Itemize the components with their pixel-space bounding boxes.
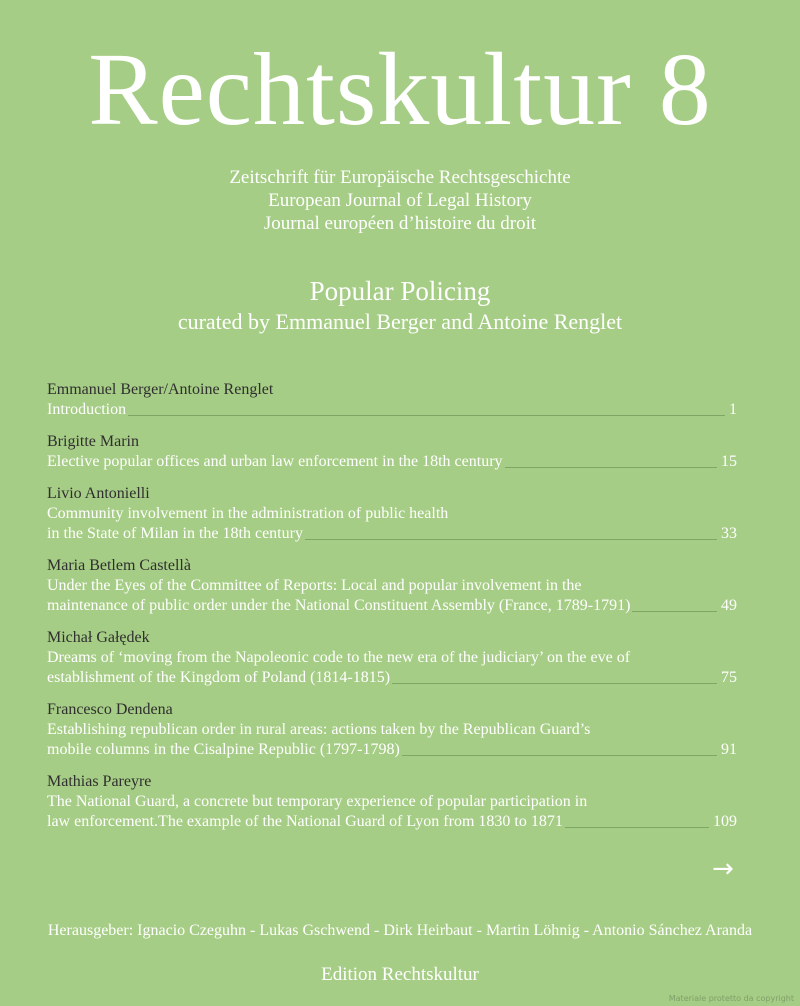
subtitle-english: European Journal of Legal History <box>268 190 532 211</box>
toc-leader-line <box>305 539 717 540</box>
toc-author: Maria Betlem Castellà <box>47 557 191 574</box>
journal-subtitles <box>0 166 800 235</box>
toc-title-line: Elective popular offices and urban law enforcement in the 18th century <box>47 453 503 470</box>
toc-title-line: establishment of the Kingdom of Poland (1814-1815) <box>47 669 391 686</box>
publisher-name: Edition Rechtskultur <box>321 964 479 985</box>
toc-entry <box>47 432 737 472</box>
toc-title-line: maintenance of public order under the National Constituent Assembly (France, 1789-1791) <box>47 597 631 614</box>
toc-page-number: 15 <box>721 453 737 470</box>
toc-author: Brigitte Marin <box>47 433 139 450</box>
toc-entry <box>47 772 737 832</box>
toc-title-final-line <box>47 452 737 472</box>
toc-page-number: 49 <box>721 597 737 614</box>
toc-title-final-line <box>47 400 737 420</box>
toc-title-line: The National Guard, a concrete but temporary experience of popular participation in <box>47 793 588 810</box>
toc-page-number: 109 <box>713 813 737 830</box>
toc-title-final-line <box>47 524 737 544</box>
toc-page-number: 91 <box>721 741 737 758</box>
toc-title-final-line <box>47 596 737 616</box>
arrow-right-icon: → <box>712 854 734 884</box>
table-of-contents <box>47 380 737 844</box>
toc-title-final-line <box>47 668 737 688</box>
toc-page-number: 75 <box>721 669 737 686</box>
toc-leader-line <box>632 611 717 612</box>
subtitle-french: Journal européen d’histoire du droit <box>263 213 537 234</box>
issue-title: Popular Policing <box>309 276 491 306</box>
toc-entry <box>47 380 737 420</box>
toc-entry <box>47 484 737 544</box>
toc-author: Emmanuel Berger/Antoine Renglet <box>47 381 274 398</box>
toc-entry <box>47 556 737 616</box>
toc-leader-line <box>128 415 725 416</box>
issue-curators: curated by Emmanuel Berger and Antoine Renglet <box>177 309 623 334</box>
toc-title-final-line <box>47 740 737 760</box>
toc-leader-line <box>402 755 717 756</box>
toc-author: Livio Antonielli <box>47 485 150 502</box>
toc-entry <box>47 700 737 760</box>
toc-author: Francesco Dendena <box>47 701 173 718</box>
toc-leader-line <box>505 467 717 468</box>
toc-leader-line <box>392 683 717 684</box>
toc-leader-line <box>565 827 709 828</box>
toc-author: Michał Gałędek <box>47 629 150 646</box>
toc-title-line: law enforcement.The example of the National Guard of Lyon from 1830 to 1871 <box>47 813 563 830</box>
toc-title-line: Introduction <box>47 401 127 418</box>
toc-author: Mathias Pareyre <box>47 773 152 790</box>
journal-title: Rechtskultur 8 <box>88 32 712 147</box>
copyright-notice: Materiale protetto da copyright <box>668 994 794 1003</box>
toc-entry <box>47 628 737 688</box>
toc-title-line: mobile columns in the Cisalpine Republic (1797-1798) <box>47 741 400 758</box>
toc-title-line: Community involvement in the administration of public health <box>47 505 449 522</box>
toc-page-number: 1 <box>729 401 737 418</box>
toc-title-final-line <box>47 812 737 832</box>
subtitle-german: Zeitschrift für Europäische Rechtsgeschichte <box>229 167 571 188</box>
toc-page-number: 33 <box>721 525 737 542</box>
toc-title-line: Establishing republican order in rural areas: actions taken by the Republican Guard’s <box>47 721 591 738</box>
toc-title-line: Under the Eyes of the Committee of Reports: Local and popular involvement in the <box>47 577 582 594</box>
editors-line: Herausgeber: Ignacio Czeguhn - Lukas Gschwend - Dirk Heirbaut - Martin Löhnig - Antonio Sánchez Aranda <box>47 922 753 939</box>
toc-title-line: in the State of Milan in the 18th century <box>47 525 303 542</box>
toc-title-line: Dreams of ‘moving from the Napoleonic code to the new era of the judiciary’ on the eve of <box>47 649 631 666</box>
